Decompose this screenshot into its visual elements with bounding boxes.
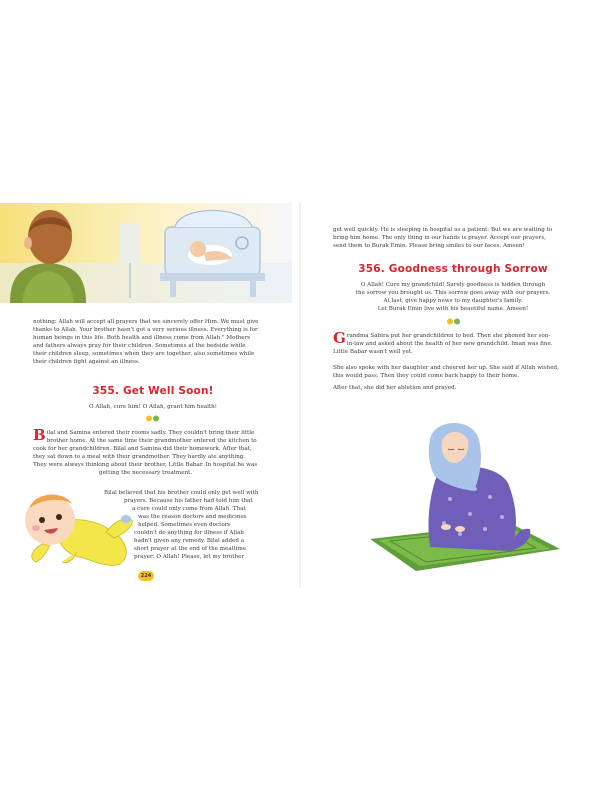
text-line: Bilal believed that his brother could only get well with	[104, 490, 259, 496]
story-paragraph	[33, 426, 273, 477]
text-line: Little Babar wasn't well yet.	[333, 349, 413, 355]
hospital-illustration	[0, 203, 292, 303]
text-line: short prayer at the end of the mealtime	[134, 546, 247, 552]
text-line: prayers. Because his father had told him that	[124, 498, 253, 504]
story-paragraph-2	[104, 489, 274, 561]
text-line: the sorrow you brought us. This sorrow goes away with our prayers.	[355, 290, 551, 296]
text-line: get well quickly. He is sleeping in hospital as a patient. But we are waiting to	[333, 227, 553, 233]
story-paragraph	[333, 329, 573, 356]
text-line: brother home. At the same time their grandmother entered the kitchen to	[46, 438, 257, 444]
text-line: couldn't do anything for illness if Allah	[134, 530, 244, 536]
text-line: send them to Burak Emin. Please bring smiles to our faces. Ameen!	[333, 243, 525, 249]
drop-cap: B	[33, 426, 46, 444]
text-line: ilal and Samina entered their rooms sadly. They couldn't bring their little	[46, 430, 255, 436]
text-line: bring him home. The only thing in our hands is prayer. Accept our prayers,	[333, 235, 546, 241]
book-gutter	[299, 203, 301, 588]
praying-grandmother-illustration	[360, 419, 570, 574]
prayer-paragraph	[333, 281, 573, 313]
section-title-356: 356. Goodness through Sorrow	[358, 263, 548, 275]
text-line: and fathers always pray for their children. Sometimes at the bedside while	[33, 343, 246, 349]
text-line: getting the necessary treatment.	[99, 470, 193, 476]
text-line: human beings in this life. Both health and illness come from Allah." Mothers	[33, 335, 251, 341]
text-line: cook for her grandchildren. Bilal and Samina did their homework. After that,	[33, 446, 252, 452]
page-number: 224	[138, 571, 154, 581]
text-line: a cure could only come from Allah. That	[132, 506, 246, 512]
text-line: prayer: O Allah! Please, let my brother	[134, 554, 245, 560]
prayer-line: O Allah, cure him! O Allah, grant him health!	[89, 404, 217, 410]
section-title-355: 355. Get Well Soon!	[92, 385, 214, 397]
text-line: At last, give happy news to my daughter's family.	[383, 298, 523, 304]
text-line: was the reason doctors and medicines	[138, 514, 247, 520]
text-line: in-law and asked about the health of her new grandchild. Iman was fine.	[346, 341, 553, 347]
text-line: randma Sabira put her grandchildren to bed. Then she phoned her son-	[346, 333, 551, 339]
text-line: hadn't given any remedy. Bilal added a	[134, 538, 245, 544]
text-line: their children sleep, sometimes when they are together, also sometimes while	[33, 351, 255, 357]
text-line: O Allah! Cure my grandchild! Surely goodness is hidden through	[360, 282, 546, 288]
text-line: She also spoke with her daughter and cheered her up. She said if Allah wished,	[333, 365, 559, 371]
ornament-icon	[145, 414, 161, 423]
intro-paragraph	[33, 318, 273, 366]
text-line: their children fight against an illness.	[33, 359, 140, 365]
text-line: they sat down to a meal with their grandmother. They hardly ate anything.	[33, 454, 246, 460]
paragraph-3: After that, she did her ablution and prayed.	[333, 385, 457, 391]
text-line: nothing: Allah will accept all prayers that we sincerely offer Him. We must give	[33, 319, 259, 325]
paragraph-2	[333, 364, 573, 380]
drop-cap: G	[333, 329, 346, 347]
continued-paragraph	[333, 226, 573, 250]
text-line: this would pass. Then they could come back happy to their home.	[333, 373, 520, 379]
text-line: They were always thinking about their brother, Little Babar. In hospital he was	[33, 462, 258, 468]
text-line: Let Burak Emin live with his beautiful name. Ameen!	[377, 306, 529, 312]
text-line: helped. Sometimes even doctors	[138, 522, 231, 528]
text-line: thanks to Allah. Your brother hasn't got a very serious illness. Everything is for	[33, 327, 258, 333]
ornament-icon	[446, 317, 462, 326]
